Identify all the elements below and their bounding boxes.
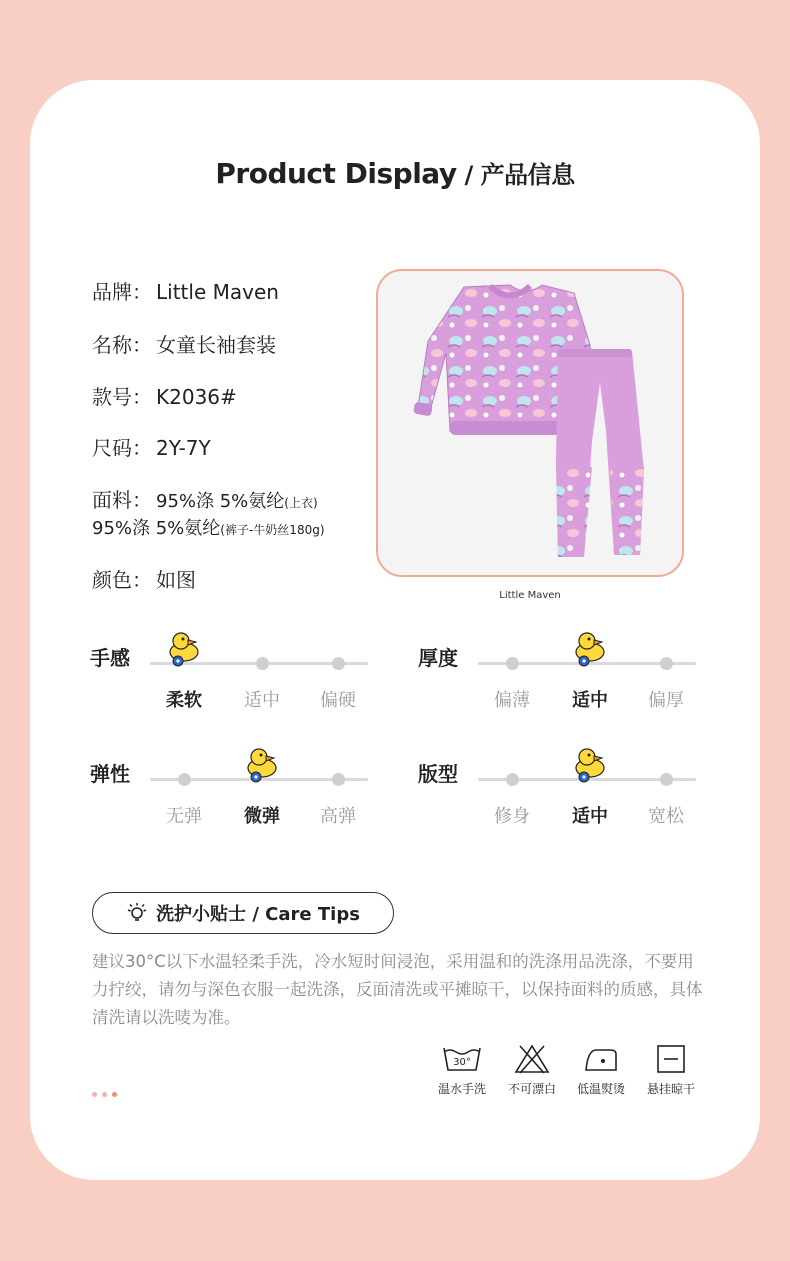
brand-value: Little Maven: [156, 280, 279, 304]
info-style: [92, 381, 237, 410]
scale-fit: [418, 744, 748, 844]
low-iron-icon: [582, 1044, 620, 1074]
care-tips-pill: [92, 892, 394, 934]
fabric-label: 面料：: [92, 488, 152, 512]
scale-label: 弹性: [90, 762, 130, 786]
duck-marker-icon: [572, 746, 608, 784]
pagination-dots: [92, 1092, 117, 1097]
product-photo-frame: [376, 269, 684, 577]
info-name: [92, 329, 276, 358]
color-label: 颜色：: [92, 568, 152, 592]
care-icon-hang-dry: [636, 1044, 706, 1097]
dot: [112, 1092, 117, 1097]
photo-caption: Little Maven: [499, 590, 561, 601]
scale-dot: [660, 773, 673, 786]
care-icon-no-bleach: [497, 1044, 567, 1097]
duck-marker-icon: [244, 746, 280, 784]
scale-option: 无弹: [166, 806, 202, 827]
dot: [102, 1092, 107, 1097]
name-value: 女童长袖套装: [156, 333, 276, 357]
scale-option: 修身: [494, 806, 530, 827]
scale-dot: [256, 657, 269, 670]
brand-label: 品牌：: [92, 280, 152, 304]
lightbulb-icon: [126, 902, 148, 924]
duck-marker-icon: [166, 630, 202, 668]
duck-marker-icon: [572, 630, 608, 668]
care-icon-hand-wash: [427, 1044, 497, 1097]
fabric-note1: (上衣): [284, 496, 318, 510]
fabric-line2: 95%涤 5%氨纶: [92, 518, 221, 539]
care-icon-label: 悬挂晾干: [646, 1082, 695, 1096]
scale-dot: [332, 657, 345, 670]
care-instructions: 建议30°C以下水温轻柔手洗，冷水短时间浸泡，采用温和的洗涤用品洗涤，不要用力拧绞，请勿与深色衣服一起洗涤，反面清洗或平摊晾干，以保持面料的质感，具体清洗请以洗唛为准。: [92, 952, 703, 1027]
scale-dot: [178, 773, 191, 786]
care-icon-label: 不可漂白: [507, 1082, 556, 1096]
scale-option: 宽松: [648, 806, 684, 827]
scale-option: 适中: [572, 690, 608, 711]
scale-hand-feel: [90, 628, 420, 728]
scale-option: 适中: [572, 806, 608, 827]
info-color: [92, 564, 196, 593]
scale-option: 偏厚: [648, 690, 684, 711]
info-fabric-2: [92, 514, 325, 540]
scale-option: 偏硬: [320, 690, 356, 711]
page-title: [0, 155, 790, 190]
title-main: Product Display: [215, 157, 457, 190]
info-brand: [92, 276, 279, 305]
scale-dot: [506, 657, 519, 670]
scale-dot: [332, 773, 345, 786]
scale-dot: [506, 773, 519, 786]
size-label: 尺码：: [92, 436, 152, 460]
hang-dry-icon: [656, 1044, 686, 1074]
scale-option: 适中: [244, 690, 280, 711]
scale-option: 微弹: [244, 806, 280, 827]
name-label: 名称：: [92, 333, 152, 357]
pajama-set-image: [378, 271, 682, 575]
style-value: K2036#: [156, 385, 237, 409]
care-icon-low-iron: [566, 1044, 636, 1097]
info-fabric: [92, 484, 318, 513]
scale-option: 高弹: [320, 806, 356, 827]
size-value: 2Y-7Y: [156, 436, 211, 460]
care-tips-label: 洗护小贴士 / Care Tips: [156, 904, 360, 925]
hand-wash-30-icon: [442, 1044, 482, 1074]
scale-elasticity: [90, 744, 420, 844]
color-value: 如图: [156, 568, 196, 592]
wash-temp-badge: 30°: [453, 1057, 471, 1068]
title-sub: / 产品信息: [456, 161, 575, 189]
no-bleach-icon: [514, 1044, 550, 1074]
scale-thickness: [418, 628, 748, 728]
info-size: [92, 432, 211, 461]
scale-option: 柔软: [166, 690, 202, 711]
style-label: 款号：: [92, 385, 152, 409]
scale-label: 厚度: [418, 646, 458, 670]
scale-dot: [660, 657, 673, 670]
scale-label: 版型: [418, 762, 458, 786]
care-icon-label: 温水手洗: [437, 1082, 486, 1096]
fabric-note2: (裤子-牛奶丝180g): [220, 523, 325, 537]
scale-label: 手感: [90, 646, 130, 670]
scale-option: 偏薄: [494, 690, 530, 711]
care-icon-label: 低温熨烫: [576, 1082, 625, 1096]
fabric-line1: 95%涤 5%氨纶: [156, 491, 285, 512]
dot: [92, 1092, 97, 1097]
